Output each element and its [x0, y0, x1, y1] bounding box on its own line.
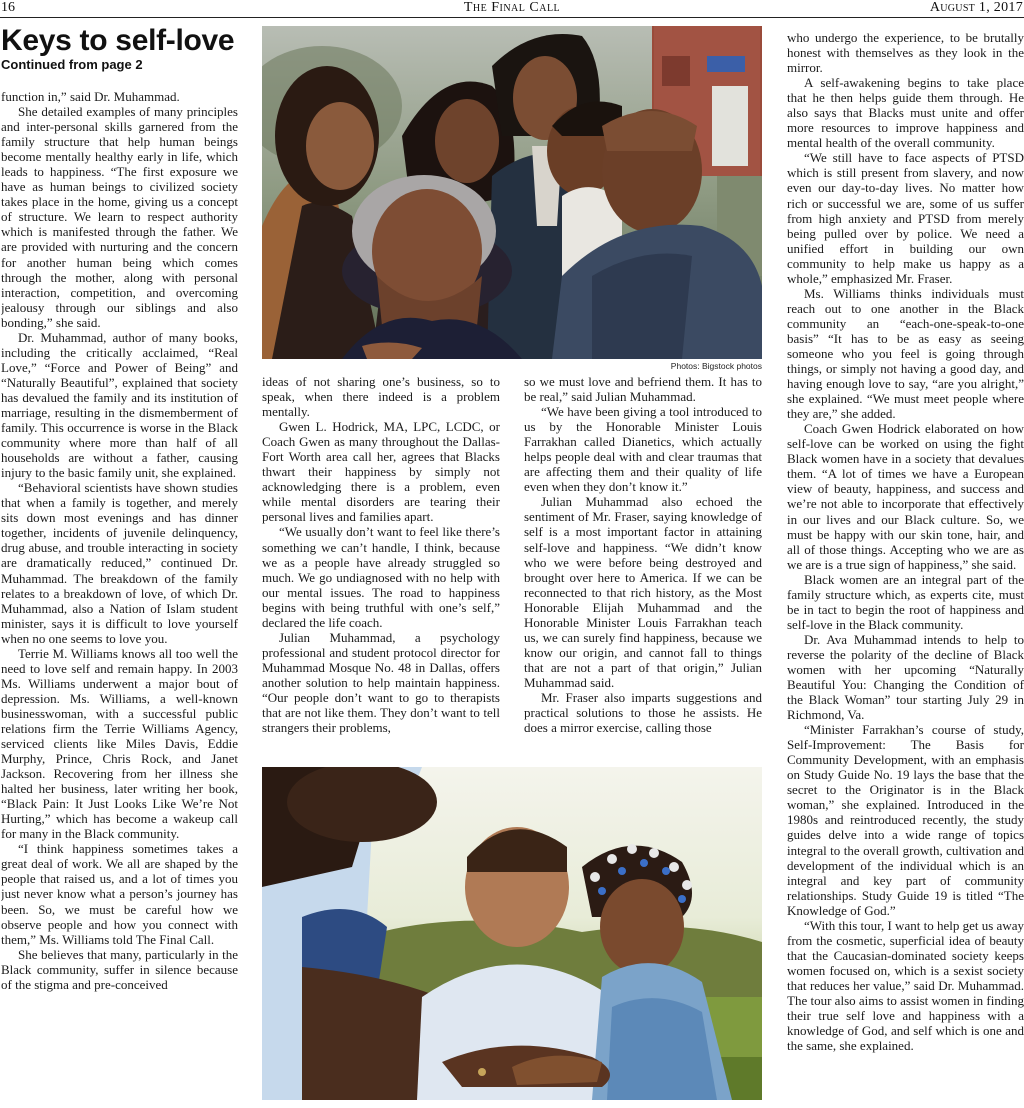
family-group-photo: [262, 26, 762, 359]
article-paragraph: “Behavioral scientists have shown studies that when a family is together, and merely sits down most evenings and has dinner together, incidents of juvenile delinquency, drug abuse, and trouble interacting in society are dramatically reduced,” continued Dr. Muhammad. The breakdown of the family relates to a breakdown of love, of which Dr. Muhammad, also a Nation of Islam student minister, says it is difficult to love yourself when no one seems to love you.: [1, 480, 238, 646]
article-paragraph: Gwen L. Hodrick, MA, LPC, LCDC, or Coach Gwen as many throughout the Dallas- Fort Worth area call her, agrees that Blacks thwart their happiness by simply not acknowledging there is a problem, even while mental disorders are tearing their personal lives and families apart.: [262, 419, 500, 525]
article-paragraph: Coach Gwen Hodrick elaborated on how self-love can be worked on using the fight Black women have in a society that devalues them. “A lot of times we have a European view of beauty, happiness, and success and we’re not able to incorporate that effectively in our lives and our Black culture. So, we must be happy with our skin tone, hair, and all of those things. Accepting who we are as we are is a true sign of happiness,” she said.: [787, 421, 1024, 572]
article-paragraph: who undergo the experience, to be brutally honest with themselves as they look in the mirror.: [787, 30, 1024, 76]
article-paragraph: “We still have to face aspects of PTSD which is still present from slavery, and now even our day-to-day lives. No matter how rich or successful we are, some of us suffer from high anxiety and PTSD from merely being pulled over by police. We need a unified effort in building our own community to help make us happy as a whole,” emphasized Mr. Fraser.: [787, 150, 1024, 286]
article-paragraph: Terrie M. Williams knows all too well the need to love self and remain happy. In 2003 Ms. Williams underwent a major bout of depression. Ms. Williams, a well-known businesswoman, with a successful public relations firm the Terrie Williams Agency, serviced clients like Miles Davis, Eddie Murphy, Prince, Chris Rock, and Janet Jackson. Recovering from her illness she halted her business, later writing her book, “Black Pain: It Just Looks Like We’re Not Hurting,” which has become a wakeup call for many in the Black community.: [1, 645, 238, 842]
continued-from-label: Continued from page 2: [1, 57, 143, 72]
article-paragraph: Mr. Fraser also imparts suggestions and practical solutions to those he assists. He does a mirror exercise, calling those: [524, 689, 762, 736]
photo-credit: Photos: Bigstock photos: [670, 361, 762, 371]
article-paragraph: She believes that many, particularly in the Black community, suffer in silence because of the stigma and pre-conceived: [1, 946, 238, 992]
page-header: [0, 0, 1024, 18]
text-column-3: [524, 374, 762, 746]
text-column-1: [1, 89, 238, 1107]
article-paragraph: “Minister Farrakhan’s course of study, Self-Improvement: The Basis for Community Development, with an emphasis on Study Guide No. 19 lays the base that the secret to the Originator is in the Black woman,” she explained. Introduced in the 1980s and reintroduced recently, the study guides delve into a wide range of topics integral to the overall growth, cultivation and development of the individual which is an integral and key part of community relationships. Study Guide 19 is titled “The Knowledge of God.”: [787, 722, 1024, 918]
article-paragraph: “We usually don’t want to feel like there’s something we can’t handle, I think, because we as a people have already struggled so much. We go undiagnosed with no help with our mental issues. The road to happiness begins with being truthful with one’s self,” declared the life coach.: [262, 524, 500, 630]
article-paragraph: “I think happiness sometimes takes a great deal of work. We all are shaped by the people that raised us, and a lot of times you just never know what a person’s journey has been. So, we must be careful how we observe people and how you connect with them,” Ms. Williams told The Final Call.: [1, 841, 238, 947]
article-paragraph: Black women are an integral part of the family structure which, as experts cite, must be in tact to begin the root of happiness and self-love in the Black community.: [787, 571, 1024, 632]
article-headline: Keys to self-love: [1, 24, 235, 57]
article-paragraph: Dr. Ava Muhammad intends to help to reverse the polarity of the decline of Black women with her upcoming “Naturally Beautiful You: Changing the Condition of the Black Woman” tour starting July 29 in Richmond, Va.: [787, 631, 1024, 723]
article-paragraph: She detailed examples of many principles and inter-personal skills garnered from the family structure that help human beings become mentally healthy early in life, which leads to happiness. “The first exposure we have as human beings to civilized society takes place in the home, giving us a concept of structure. We learn to respect authority which is manifested through the father. We are provided with nurturing and the concern for another human being which comes through the mother, along with personal interaction, competition, and overcoming jealousy through our siblings and also bonding,” she said.: [1, 104, 238, 330]
article-paragraph: “We have been giving a tool introduced to us by the Honorable Minister Louis Farrakhan called Dianetics, which actually helps people deal with and clear traumas that are affecting them and their quality of life even when they don’t know it.”: [524, 404, 762, 495]
text-column-4: [787, 30, 1024, 1106]
article-paragraph: ideas of not sharing one’s business, so to speak, when there indeed is a problem mentally.: [262, 374, 500, 420]
article-paragraph: Ms. Williams thinks individuals must reach out to one another in the Black community an “each-one-speak-to-one basis” “It has to be as easy as seeing someone who you feel is going through things, or simply not having a good day, and having enough love to say, “are you alright,” she explained. “We must meet people where they are,” she added.: [787, 285, 1024, 422]
article-paragraph: Dr. Muhammad, author of many books, including the critically acclaimed, “Real Love,” “Force and Power of Being” and “Naturally Beautiful”, explained that society has devalued the family and its institution of marriage, resulting in the dismemberment of family. This occurrence is worse in the Black community where more than half of all households are without a father, causing injury to the basic family unit, she explained.: [1, 329, 238, 481]
page-number: 16: [1, 0, 15, 15]
article-paragraph: Julian Muhammad, a psychology professional and student protocol director for Muhammad Mosque No. 48 in Dallas, offers another solution to help maintain happiness. “Our people don’t want to go to therapists that are not like them. They don’t want to tell strangers their problems,: [262, 629, 500, 736]
publication-name: The Final Call: [463, 0, 561, 15]
article-paragraph: function in,” said Dr. Muhammad.: [1, 89, 180, 104]
text-column-2: [262, 374, 500, 746]
article-paragraph: Julian Muhammad also echoed the sentiment of Mr. Fraser, saying knowledge of self is a most important factor in attaining self-love and happiness. “We didn’t know who we were before being destroyed and brought over here to America. If we can be reconnected to that rich history, as the Most Honorable Elijah Muhammad and the Honorable Minister Louis Farrakhan teach us, we can surely find happiness, because we know our origin, and cannot fall to things that are not a part of that origin,” Julian Muhammad said.: [524, 494, 762, 690]
article-paragraph: A self-awakening begins to take place that he then helps guide them through. He also says that Blacks must unite and offer more resources to improve happiness and mental health of the overall community.: [787, 75, 1024, 151]
issue-date: August 1, 2017: [929, 0, 1023, 15]
article-paragraph: so we must love and befriend them. It has to be real,” said Julian Muhammad.: [524, 374, 762, 405]
father-children-photo: [262, 767, 762, 1100]
article-paragraph: “With this tour, I want to help get us away from the cosmetic, superficial idea of beauty that the Caucasian-dominated society keeps women focused on, which is a sexist society that reduces her value,” said Dr. Muhammad. The tour also aims to assist women in finding their true self love and happiness with a knowledge of God, and self which is one and the same, she explained.: [787, 917, 1024, 1054]
